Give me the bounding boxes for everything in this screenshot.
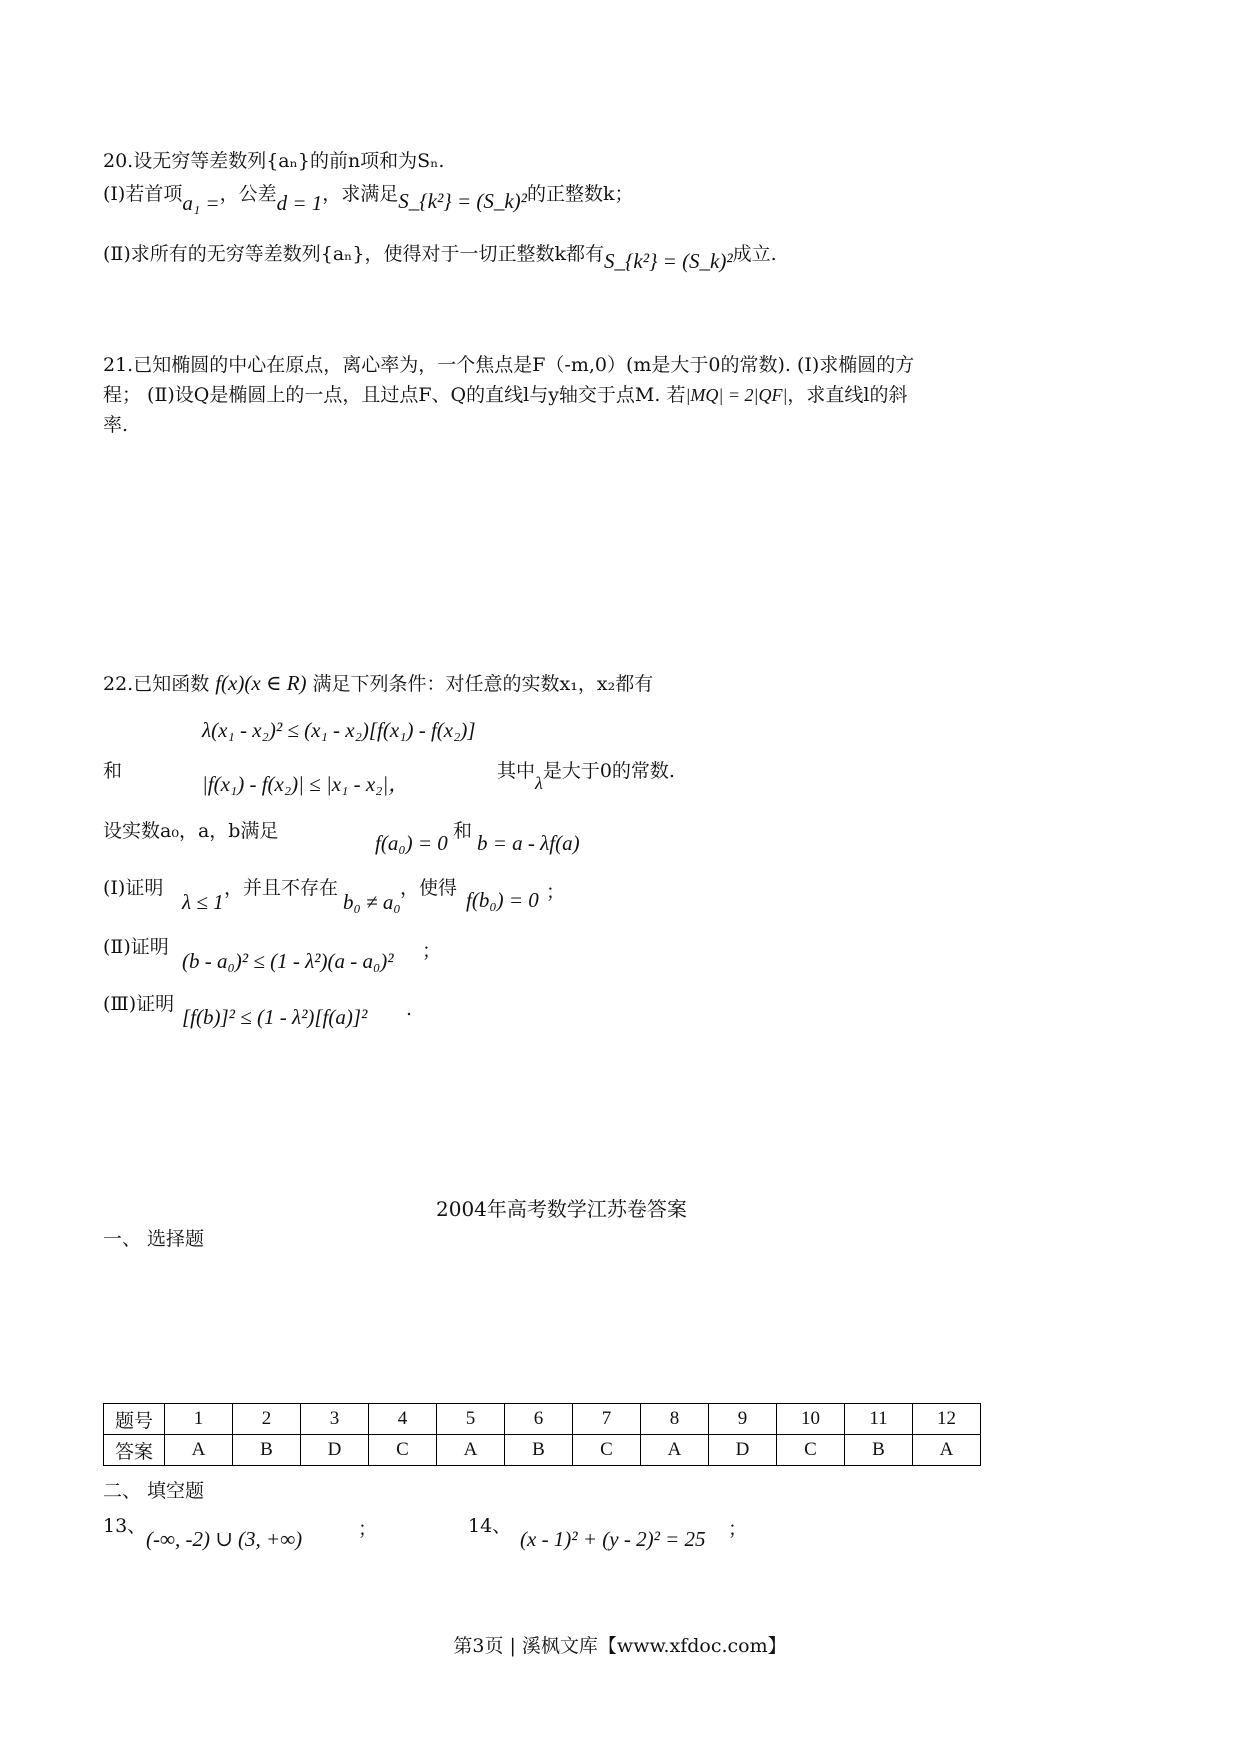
problem-20-title: 20.设无穷等差数列{aₙ}的前n项和为Sₙ.	[103, 150, 445, 172]
part-2-suffix: ；	[422, 940, 442, 962]
answer-choice: C	[369, 1435, 437, 1466]
setup-line	[103, 818, 278, 844]
problem-20-part2	[103, 240, 777, 273]
q13-suffix: ；	[358, 1518, 378, 1540]
setup-eq1: f(a₀) = 0	[375, 831, 448, 855]
and-label: 和	[103, 760, 123, 782]
mq-qf-equation: |MQ| = 2|QF|	[685, 385, 788, 405]
part-1-mid: ，并且不存在	[224, 877, 339, 899]
part2-suffix: 成立.	[732, 243, 777, 265]
part-3-prefix: (Ⅲ)证明	[103, 993, 175, 1015]
table-row-questions	[104, 1404, 981, 1435]
where-suffix: 是大于0的常数.	[542, 760, 675, 782]
question-number: 5	[437, 1404, 505, 1435]
where-prefix: 其中	[497, 760, 536, 782]
q13-answer: (-∞, -2) ∪ (3, +∞)	[146, 1527, 303, 1551]
answer-choice: A	[913, 1435, 981, 1466]
part-1-eq1: λ ≤ 1	[182, 890, 224, 914]
question-number: 4	[369, 1404, 437, 1435]
section-2-heading: 二、 填空题	[103, 1480, 205, 1502]
line2-suffix: ，求直线l的斜	[787, 384, 908, 406]
condition-2: |f(x₁) - f(x₂)| ≤ |x₁ - x₂|，	[202, 772, 410, 796]
part-1-mid2: ，使得	[400, 877, 458, 899]
answer-choice: C	[777, 1435, 845, 1466]
question-number: 9	[709, 1404, 777, 1435]
question-number: 10	[777, 1404, 845, 1435]
part1-mid2: ，求满足	[322, 183, 399, 205]
part1-prefix: (Ⅰ)若首项	[103, 183, 183, 205]
line2-prefix: 程； (Ⅱ)设Q是椭圆上的一点，且过点F、Q的直线l与y轴交于点M. 若	[103, 384, 686, 406]
table-row-answers	[104, 1435, 981, 1466]
answers-title: 2004年高考数学江苏卷答案	[436, 1197, 687, 1221]
part1-eq: S_{k²} = (S_k)²	[398, 189, 527, 213]
part-1-prefix: (Ⅰ)证明	[103, 877, 164, 899]
problem-22-title	[103, 670, 653, 697]
q14-suffix: ；	[728, 1518, 748, 1540]
row-header-questions: 题号	[104, 1404, 165, 1435]
part-1-eq2: b₀ ≠ a₀	[343, 890, 401, 914]
part-3-suffix: .	[406, 998, 413, 1020]
question-number: 7	[573, 1404, 641, 1435]
problem-21-line1: 21.已知椭圆的中心在原点，离心率为，一个焦点是F（-m,0）(m是大于0的常数). (Ⅰ)求椭圆的方	[103, 354, 915, 376]
part1-a1: a₁ =	[182, 191, 220, 215]
question-number: 1	[165, 1404, 233, 1435]
question-number: 6	[505, 1404, 573, 1435]
problem-21-line3: 率.	[103, 414, 129, 436]
where-lambda: λ	[535, 773, 543, 793]
part-1-eq3: f(b₀) = 0	[466, 888, 539, 912]
problem-20-part1	[103, 180, 634, 215]
answer-choice: D	[301, 1435, 369, 1466]
condition-1: λ(x₁ - x₂)² ≤ (x₁ - x₂)[f(x₁) - f(x₂)]	[202, 718, 476, 742]
part-2-prefix: (Ⅱ)证明	[103, 936, 169, 958]
question-number: 8	[641, 1404, 709, 1435]
answer-choice: D	[709, 1435, 777, 1466]
question-number: 3	[301, 1404, 369, 1435]
row-header-answers: 答案	[104, 1435, 165, 1466]
part2-prefix: (Ⅱ)求所有的无穷等差数列{aₙ}，使得对于一切正整数k都有	[103, 243, 604, 265]
problem-21-line2	[103, 382, 907, 408]
question-number: 12	[913, 1404, 981, 1435]
setup-and: 和	[453, 820, 473, 842]
setup-eq2: b = a - λf(a)	[477, 831, 580, 855]
part1-mid: ，公差	[219, 183, 277, 205]
q14-label: 14、	[468, 1515, 512, 1537]
section-1-heading: 一、 选择题	[103, 1228, 205, 1250]
part-1-suffix: ；	[546, 881, 566, 903]
part2-eq: S_{k²} = (S_k)²	[603, 249, 733, 273]
answer-choice: A	[165, 1435, 233, 1466]
title-prefix: 22.已知函数	[103, 673, 210, 695]
part1-suffix: 的正整数k；	[526, 183, 634, 205]
part1-d: d = 1	[276, 191, 323, 215]
part-3-eq: [f(b)]² ≤ (1 - λ²)[f(a)]²	[182, 1005, 368, 1029]
answer-choice: A	[641, 1435, 709, 1466]
answer-choice: C	[573, 1435, 641, 1466]
answer-choice: B	[845, 1435, 913, 1466]
part-2-eq: (b - a₀)² ≤ (1 - λ²)(a - a₀)²	[182, 949, 394, 973]
title-suffix: 满足下列条件：对任意的实数x₁，x₂都有	[312, 673, 654, 695]
page-footer: 第3页 | 溪枫文库【www.xfdoc.com】	[453, 1635, 787, 1657]
q14-answer: (x - 1)² + (y - 2)² = 25	[520, 1527, 706, 1551]
answer-choice: B	[233, 1435, 301, 1466]
title-eq: f(x)(x ∈ R)	[215, 671, 307, 695]
answer-choice: B	[505, 1435, 573, 1466]
answer-table	[103, 1403, 981, 1466]
answer-choice: A	[437, 1435, 505, 1466]
where-clause	[497, 758, 675, 793]
q13-label: 13、	[103, 1515, 147, 1537]
setup-prefix: 设实数a₀，a，b满足	[103, 820, 279, 842]
question-number: 11	[845, 1404, 913, 1435]
question-number: 2	[233, 1404, 301, 1435]
